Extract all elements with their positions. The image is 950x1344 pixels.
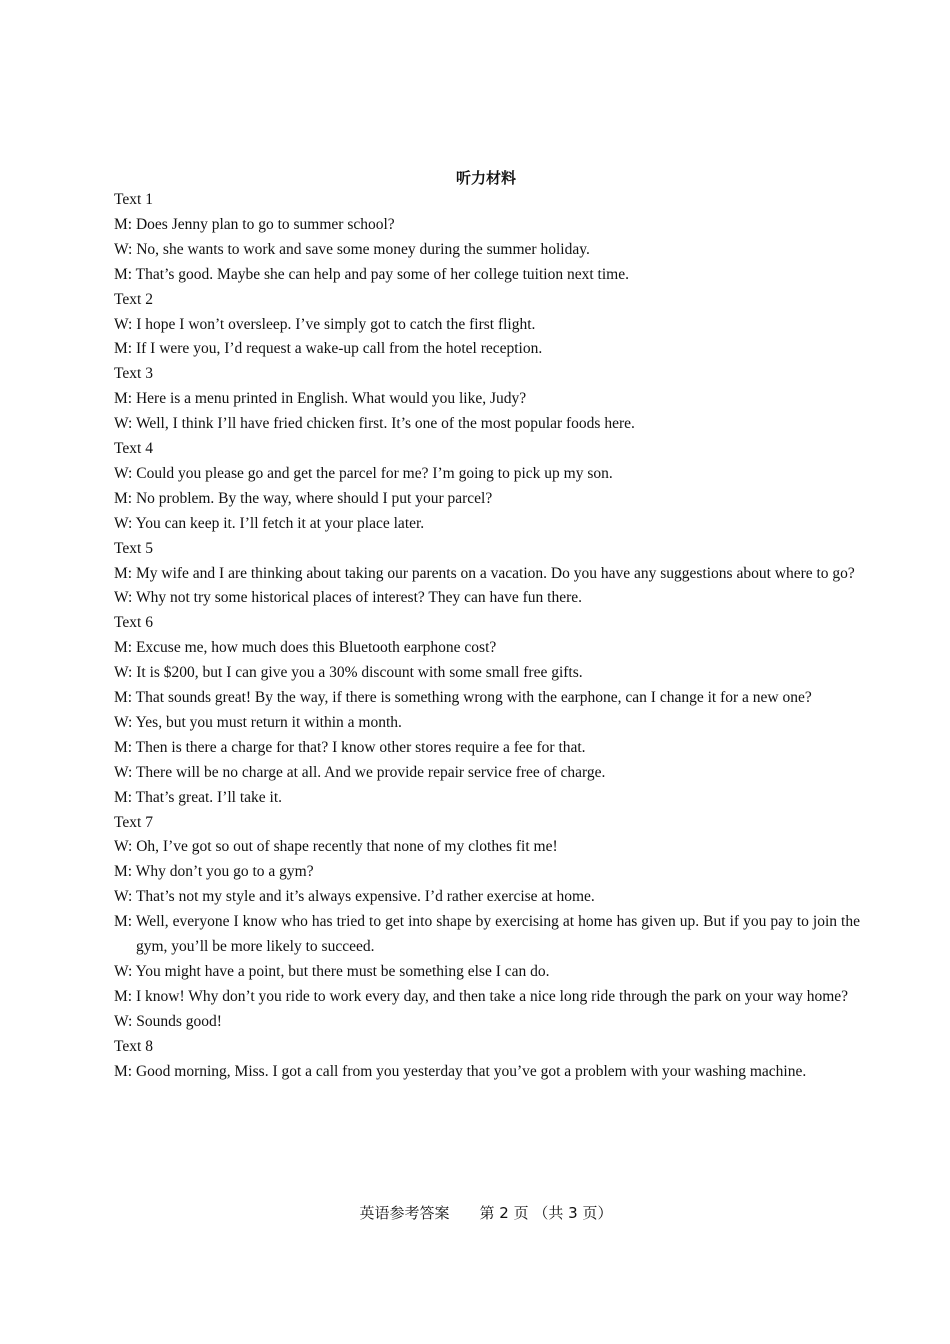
dialogue-line: M: Why don’t you go to a gym?	[114, 863, 314, 881]
dialogue-line: W: You might have a point, but there must be something else I can do.	[114, 962, 550, 980]
dialogue-line: W: Well, I think I’ll have fried chicken first. It’s one of the most popular foods here.	[114, 415, 635, 433]
dialogue-line: W: Yes, but you must return it within a month.	[114, 713, 402, 731]
dialogue-line: M: Then is there a charge for that? I know other stores require a fee for that.	[114, 738, 586, 756]
dialogue-line: M: I know! Why don’t you ride to work every day, and then take a nice long ride through the park on your way home?	[114, 987, 849, 1005]
section-label: Text 8	[114, 1037, 153, 1055]
dialogue-line: M: If I were you, I’d request a wake-up call from the hotel reception.	[114, 340, 543, 358]
dialogue-line: M: Good morning, Miss. I got a call from you yesterday that you’ve got a problem with your washing machine.	[114, 1062, 807, 1080]
dialogue-line: W: It is $200, but I can give you a 30% discount with some small free gifts.	[114, 664, 583, 682]
section-label: Text 2	[114, 290, 153, 308]
dialogue-line: W: Oh, I’ve got so out of shape recently that none of my clothes fit me!	[114, 838, 558, 856]
dialogue-line: W: You can keep it. I’ll fetch it at your place later.	[114, 514, 425, 532]
dialogue-line: M: That’s good. Maybe she can help and pay some of her college tuition next time.	[114, 265, 629, 283]
section-label: Text 5	[114, 539, 153, 557]
page-footer: 英语参考答案 第 2 页 （共 3 页）	[359, 1204, 613, 1222]
dialogue-line: W: There will be no charge at all. And we provide repair service free of charge.	[114, 763, 606, 781]
dialogue-line: M: Does Jenny plan to go to summer school?	[114, 215, 395, 233]
dialogue-line: W: Why not try some historical places of interest? They can have fun there.	[114, 589, 582, 607]
section-label: Text 1	[114, 191, 153, 208]
dialogue-line: M: Excuse me, how much does this Bluetooth earphone cost?	[114, 639, 497, 657]
dialogue-line: M: That’s great. I’ll take it.	[114, 788, 283, 806]
section-label: Text 7	[114, 813, 153, 831]
transcript-body	[114, 188, 860, 1085]
page-title: 听力材料	[455, 169, 516, 187]
dialogue-line: M: That sounds great! By the way, if there is something wrong with the earphone, can I change it for a new one?	[114, 689, 812, 707]
section-label: Text 3	[114, 365, 153, 383]
dialogue-line: W: I hope I won’t oversleep. I’ve simply got to catch the first flight.	[114, 315, 536, 333]
dialogue-line: W: Sounds good!	[114, 1012, 222, 1030]
dialogue-line: M: Here is a menu printed in English. What would you like, Judy?	[114, 390, 527, 408]
dialogue-line: W: That’s not my style and it’s always expensive. I’d rather exercise at home.	[114, 888, 595, 906]
dialogue-line: M: Well, everyone I know who has tried to get into shape by exercising at home has given up. But if you pay to join the gym, you’ll be more likely to succeed.	[114, 913, 860, 956]
dialogue-line: M: No problem. By the way, where should I put your parcel?	[114, 489, 493, 507]
dialogue-line: M: My wife and I are thinking about taking our parents on a vacation. Do you have any suggestions about where to go?	[114, 564, 855, 582]
dialogue-line: W: No, she wants to work and save some money during the summer holiday.	[114, 240, 590, 258]
dialogue-line: W: Could you please go and get the parcel for me? I’m going to pick up my son.	[114, 464, 613, 482]
section-label: Text 6	[114, 614, 153, 632]
section-label: Text 4	[114, 440, 153, 458]
